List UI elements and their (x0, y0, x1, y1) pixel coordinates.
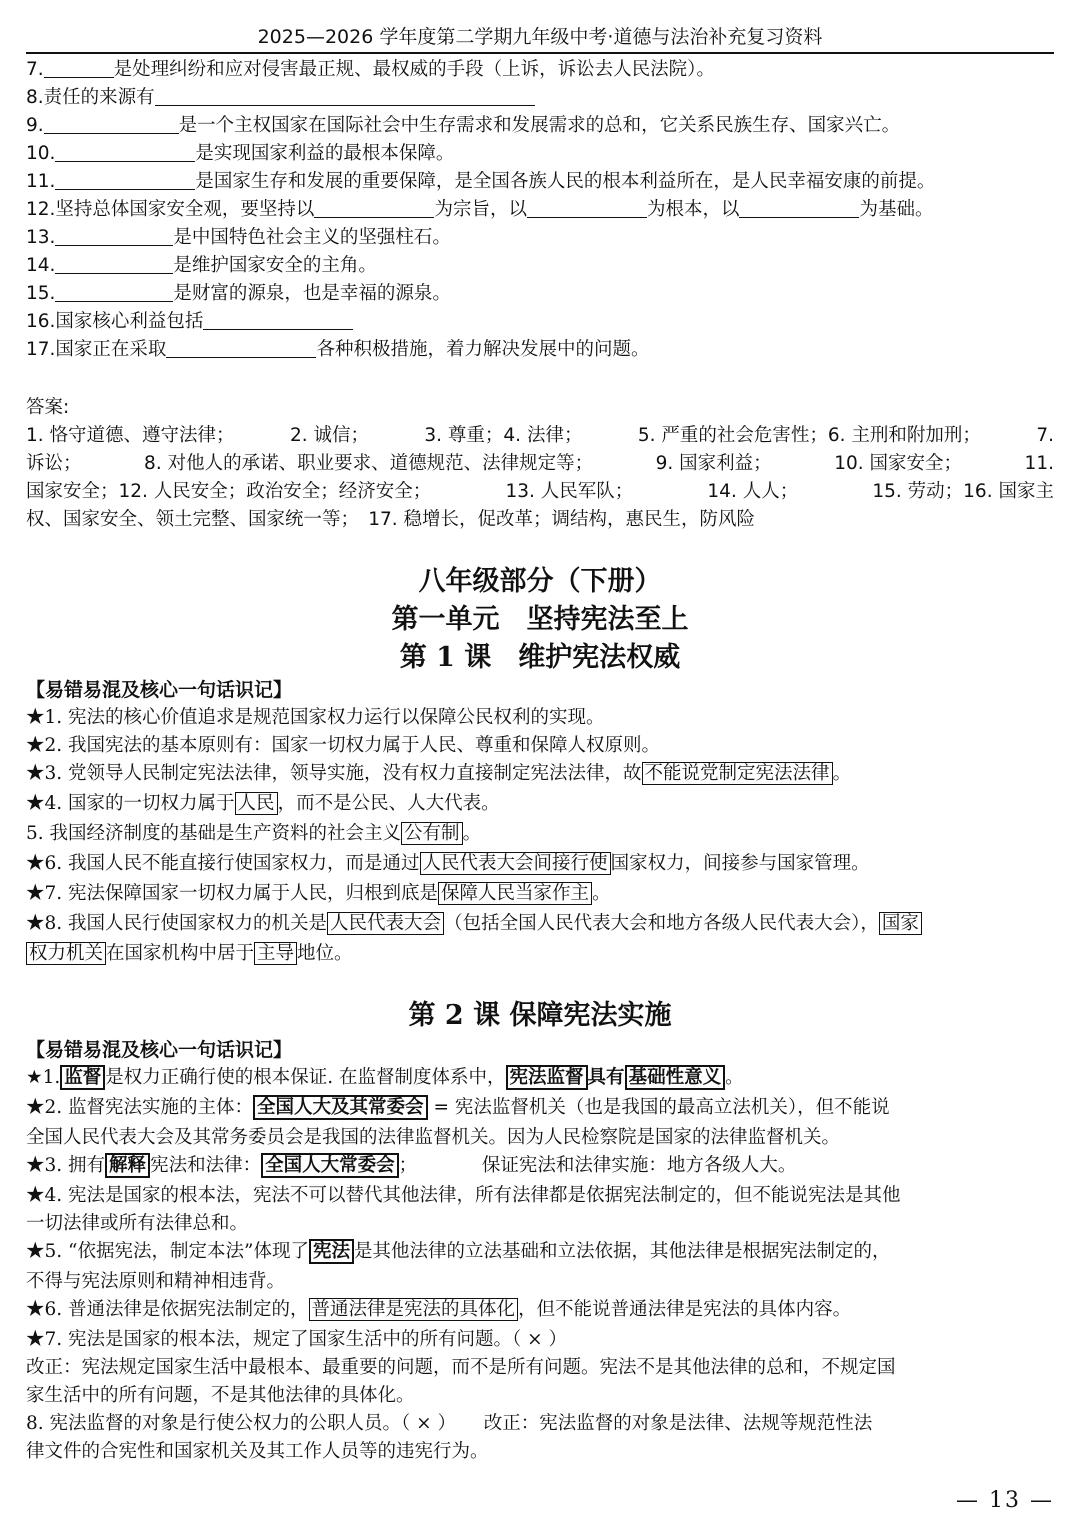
lesson2-item-7: ★7. 宪法是国家的根本法，规定了国家生活中的所有问题。（ × ） (26, 1329, 568, 1350)
lesson2-item-7-fix-cont: 家生活中的所有问题，不是其他法律的具体化。 (26, 1385, 415, 1406)
lesson2-item-1: ★1. 监督 是权力正确行使的根本保证. 在监督制度体系中， 宪法监督 具有 基础性意义 。 (26, 1067, 744, 1088)
lesson2-item-2-cont: 全国人民代表大会及其常务委员会是我国的法律监督机关。因为人民检察院是国家的法律监督机关。 (26, 1127, 841, 1148)
boxed-keyword: 人民 (235, 792, 278, 815)
boxed-keyword: 宪法 (309, 1239, 354, 1264)
question-13: 13. 是中国特色社会主义的坚强柱石。 (26, 227, 451, 248)
question-17: 17.国家正在采取 各种积极措施，着力解决发展中的问题。 (26, 339, 650, 360)
unit-title: 第一单元 坚持宪法至上 (391, 604, 689, 635)
lesson-1-title: 第 1 课 维护宪法权威 (399, 642, 681, 673)
lesson-2-title: 第 2 课 保障宪法实施 (408, 1000, 672, 1031)
blank[interactable] (739, 199, 859, 218)
answer-block (26, 394, 1054, 534)
boxed-keyword: 主导 (254, 942, 297, 965)
blank[interactable] (527, 199, 647, 218)
boxed-keyword: 全国人大及其常委会 (253, 1095, 428, 1120)
answer-row-3: 国家安全；12. 人民安全；政治安全；经济安全； 13. 人民军队； 14. 人人； 15. 劳动；16. 国家主 (26, 481, 1054, 502)
lesson2-item-4-cont: 一切法律或所有法律总和。 (26, 1213, 249, 1234)
boxed-keyword: 解释 (105, 1153, 150, 1178)
lesson2-item-5-cont: 不得与宪法原则和精神相违背。 (26, 1271, 286, 1292)
lesson1-item-7: ★7. 宪法保障国家一切权力属于人民，归根到底是 保障人民当家作主 。 (26, 883, 611, 904)
boxed-keyword: 监督 (60, 1065, 105, 1090)
lesson1-item-4: ★4. 国家的一切权力属于 人民 ，而不是公民、人大代表。 (26, 793, 500, 814)
question-9: 9. 是一个主权国家在国际社会中生存需求和发展需求的总和，它关系民族生存、国家兴亡。 (26, 115, 901, 136)
boxed-keyword: 人民代表大会间接行使 (420, 852, 611, 875)
question-7: 7. 是处理纠纷和应对侵害最正规、最权威的手段（上诉，诉讼去人民法院）。 (26, 59, 715, 80)
answer-row-4: 权、国家安全、领土完整、国家统一等； 17. 稳增长，促改革；调结构，惠民生，防风险 (26, 509, 756, 530)
question-11: 11. 是国家生存和发展的重要保障，是全国各族人民的根本利益所在，是人民幸福安康的前提。 (26, 171, 936, 192)
boxed-keyword: 不能说党制定宪法法律 (642, 762, 833, 785)
blank[interactable] (55, 143, 195, 162)
answer-row-1: 1. 恪守道德、遵守法律； 2. 诚信； 3. 尊重；4. 法律； 5. 严重的社会危害性；6. 主刑和附加刑； 7. (26, 425, 1054, 446)
boxed-keyword: 国家 (879, 912, 922, 935)
question-16: 16.国家核心利益包括 (26, 308, 1054, 336)
question-15: 15. 是财富的源泉，也是幸福的源泉。 (26, 283, 451, 304)
blank[interactable] (203, 311, 353, 330)
lesson2-item-2: ★2. 监督宪法实施的主体： 全国人大及其常委会 = 宪法监督机关（也是我国的最高立法机关），但不能说 (26, 1097, 890, 1118)
blank[interactable] (55, 283, 173, 302)
lesson2-item-4: ★4. 宪法是国家的根本法，宪法不可以替代其他法律，所有法律都是依据宪法制定的，但不能说宪法是其他 (26, 1185, 901, 1206)
lesson1-item-1: ★1. 宪法的核心价值追求是规范国家权力运行以保障公民权利的实现。 (26, 707, 605, 728)
boxed-keyword: 权力机关 (26, 942, 106, 965)
lesson2-item-5: ★5. “依据宪法，制定本法”体现了 宪法 是其他法律的立法基础和立法依据，其他法律是根据宪法制定的， (26, 1241, 891, 1262)
section-heading: 【易错易混及核心一句话识记】 (26, 1039, 293, 1061)
question-12: 12.坚持总体国家安全观，要坚持以 为宗旨，以 为根本，以 为基础。 (26, 199, 934, 220)
question-10: 10. 是实现国家利益的最根本保障。 (26, 143, 455, 164)
page-header: 2025—2026 学年度第二学期九年级中考·道德与法治补充复习资料 (26, 22, 1054, 54)
lesson1-item-8-cont: 权力机关 在国家机构中居于 主导 地位。 (26, 940, 1054, 968)
blank[interactable] (55, 171, 195, 190)
boxed-keyword: 人民代表大会 (327, 912, 444, 935)
page-number: — 13 — (956, 1488, 1054, 1513)
blank[interactable] (314, 199, 434, 218)
boxed-keyword: 保障人民当家作主 (438, 882, 592, 905)
boxed-keyword: 宪法监督 (506, 1065, 588, 1090)
lesson2-item-3: ★3. 拥有 解释 宪法和法律： 全国人大常委会 ； 保证宪法和法律实施：地方各级人大。 (26, 1155, 797, 1176)
section-heading: 【易错易混及核心一句话识记】 (26, 679, 293, 701)
boxed-keyword: 基础性意义 (625, 1065, 726, 1090)
blank[interactable] (44, 115, 179, 134)
lesson2-item-8: 8. 宪法监督的对象是行使公权力的公职人员。（ × ） 改正：宪法监督的对象是法律、法规等规范性法 (26, 1413, 873, 1434)
boxed-keyword: 公有制 (401, 822, 463, 845)
blank[interactable] (166, 339, 316, 358)
question-14: 14. 是维护国家安全的主角。 (26, 255, 377, 276)
lesson2-item-8-cont: 律文件的合宪性和国家机关及其工作人员等的违宪行为。 (26, 1441, 489, 1462)
part-title: 八年级部分（下册） (418, 566, 662, 597)
lesson1-item-3: ★3. 党领导人民制定宪法法律，领导实施，没有权力直接制定宪法法律，故 不能说党制定宪法法律 。 (26, 763, 852, 784)
blank[interactable] (44, 59, 114, 78)
boxed-keyword: 全国人大常委会 (261, 1153, 399, 1178)
lesson1-item-8: ★8. 我国人民行使国家权力的机关是 人民代表大会 （包括全国人民代表大会和地方各级人民代表大会）， 国家 (26, 910, 1054, 938)
lesson2-item-6: ★6. 普通法律是依据宪法制定的， 普通法律是宪法的具体化 ，但不能说普通法律是宪法的具体内容。 (26, 1299, 852, 1320)
lesson1-item-6: ★6. 我国人民不能直接行使国家权力，而是通过 人民代表大会间接行使 国家权力，间接参与国家管理。 (26, 853, 870, 874)
answer-row-2: 诉讼； 8. 对他人的承诺、职业要求、道德规范、法律规定等； 9. 国家利益； 10. 国家安全； 11. (26, 453, 1054, 474)
blank[interactable] (55, 255, 173, 274)
question-8: 8.责任的来源有 (26, 84, 1054, 112)
answer-label: 答案: (26, 397, 70, 418)
blank[interactable] (155, 87, 535, 106)
lesson1-item-2: ★2. 我国宪法的基本原则有：国家一切权力属于人民、尊重和保障人权原则。 (26, 735, 661, 756)
lesson2-item-7-fix: 改正：宪法规定国家生活中最根本、最重要的问题，而不是所有问题。宪法不是其他法律的总和，不规定国 (26, 1357, 896, 1378)
blank[interactable] (55, 227, 173, 246)
lesson1-item-5: 5. 我国经济制度的基础是生产资料的社会主义 公有制 。 (26, 823, 482, 844)
boxed-keyword: 普通法律是宪法的具体化 (309, 1298, 519, 1321)
